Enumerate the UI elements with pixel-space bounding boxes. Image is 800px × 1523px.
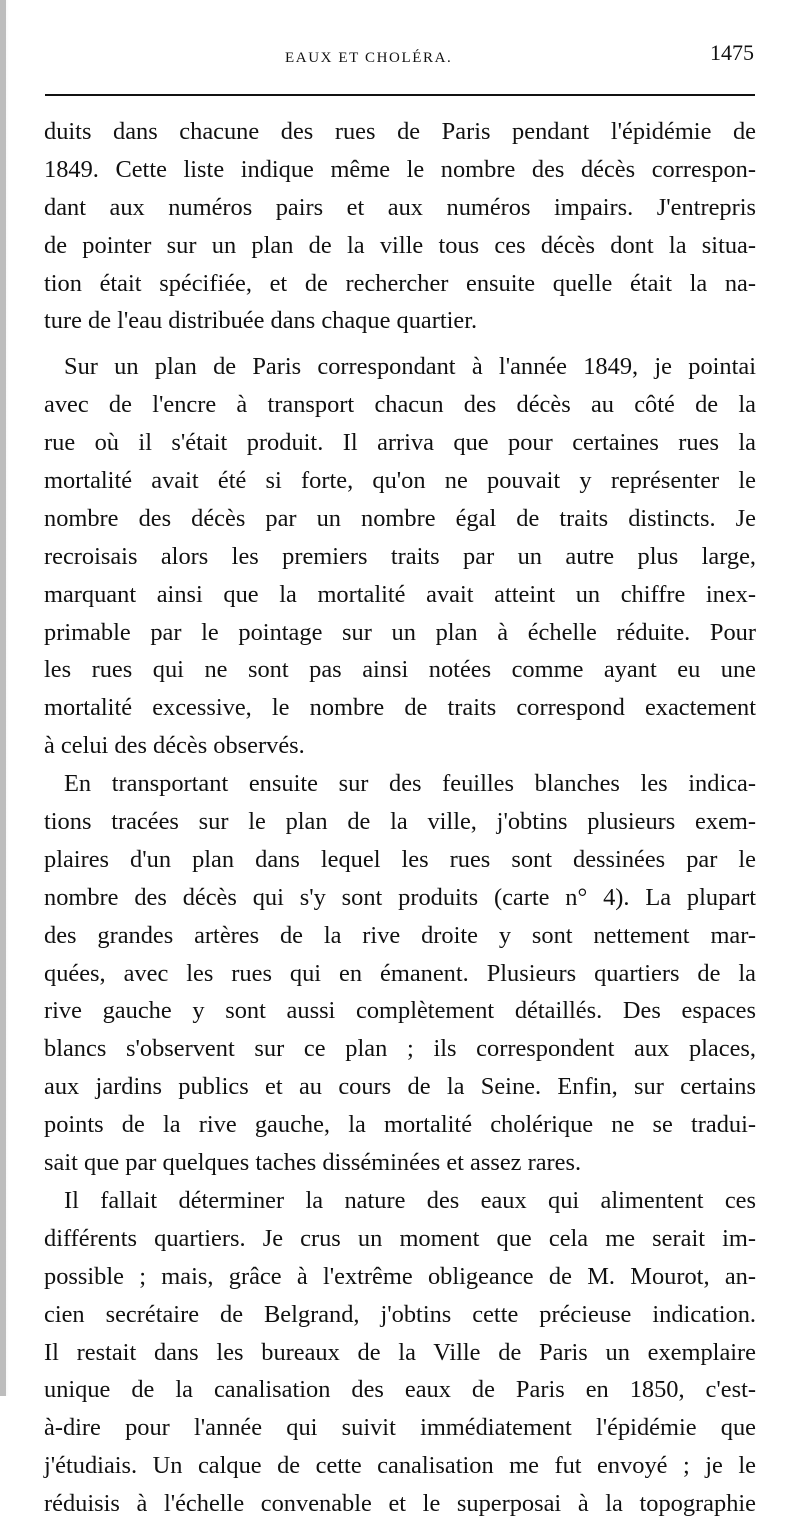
text-line: dant aux numéros pairs et aux numéros impairs. J'entrepris [44, 193, 756, 221]
running-title: EAUX ET CHOLÉRA. [285, 50, 453, 66]
text-line: différents quartiers. Je crus un moment que cela me serait im- [44, 1224, 756, 1252]
text-line: rue où il s'était produit. Il arriva que pour certaines rues la [44, 429, 756, 457]
text-line: possible ; mais, grâce à l'extrême obligeance de M. Mourot, an- [44, 1262, 756, 1290]
paragraph-3 [44, 765, 756, 1182]
body-text [44, 113, 756, 1523]
scan-edge [0, 0, 6, 1396]
text-line: tion était spécifiée, et de rechercher ensuite quelle était la na- [44, 269, 756, 297]
text-line: recroisais alors les premiers traits par un autre plus large, [44, 542, 756, 570]
paragraph-gap [44, 340, 756, 348]
text-line: 1849. Cette liste indique même le nombre des décès correspon- [44, 155, 756, 183]
text-line: Il restait dans les bureaux de la Ville de Paris un exemplaire [44, 1338, 756, 1366]
text-line: aux jardins publics et au cours de la Seine. Enfin, sur certains [44, 1073, 756, 1101]
text-line: à celui des décès observés. [44, 732, 305, 760]
text-line: primable par le pointage sur un plan à échelle réduite. Pour [44, 618, 756, 646]
running-head [0, 40, 800, 80]
text-line: nombre des décès par un nombre égal de traits distincts. Je [44, 504, 756, 532]
text-line: rive gauche y sont aussi complètement détaillés. Des espaces [44, 997, 756, 1025]
text-line: à-dire pour l'année qui suivit immédiatement l'épidémie que [44, 1414, 756, 1442]
text-line: quées, avec les rues qui en émanent. Plusieurs quartiers de la [44, 959, 756, 987]
text-line: cien secrétaire de Belgrand, j'obtins cette précieuse indication. [44, 1300, 756, 1328]
text-line: ture de l'eau distribuée dans chaque quartier. [44, 307, 478, 335]
text-line: avec de l'encre à transport chacun des décès au côté de la [44, 391, 756, 419]
text-line: des grandes artères de la rive droite y sont nettement mar- [44, 921, 756, 949]
text-line: les rues qui ne sont pas ainsi notées comme ayant eu une [44, 656, 756, 684]
text-line: sait que par quelques taches disséminées et assez rares. [44, 1149, 582, 1177]
text-line: unique de la canalisation des eaux de Paris en 1850, c'est- [44, 1376, 756, 1404]
text-line: points de la rive gauche, la mortalité cholérique ne se tradui- [44, 1111, 756, 1139]
text-line: tions tracées sur le plan de la ville, j'obtins plusieurs exem- [44, 808, 756, 836]
paragraph-4 [44, 1182, 756, 1523]
header-rule [45, 94, 755, 96]
text-line: duits dans chacune des rues de Paris pendant l'épidémie de [44, 118, 756, 145]
text-line: plaires d'un plan dans lequel les rues sont dessinées par le [44, 845, 756, 873]
text-line: Sur un plan de Paris correspondant à l'année 1849, je pointai [64, 353, 756, 381]
paragraph-2 [44, 348, 756, 765]
text-line: de pointer sur un plan de la ville tous ces décès dont la situa- [44, 231, 756, 259]
text-line: En transportant ensuite sur des feuilles blanches les indica- [64, 770, 756, 798]
text-line: j'étudiais. Un calque de cette canalisation me fut envoyé ; je le [44, 1452, 756, 1480]
text-line: mortalité excessive, le nombre de traits correspond exactement [44, 694, 756, 722]
text-line: mortalité avait été si forte, qu'on ne pouvait y représenter le [44, 467, 756, 495]
text-line: blancs s'observent sur ce plan ; ils correspondent aux places, [44, 1035, 756, 1063]
text-line: réduisis à l'échelle convenable et le superposai à la topographie [44, 1490, 756, 1518]
page-number: 1475 [710, 40, 754, 65]
text-line: Il fallait déterminer la nature des eaux qui alimentent ces [64, 1186, 756, 1214]
text-line: marquant ainsi que la mortalité avait atteint un chiffre inex- [44, 580, 756, 608]
paragraph-1 [44, 113, 756, 340]
text-line: nombre des décès qui s'y sont produits (carte n° 4). La plupart [44, 883, 756, 911]
